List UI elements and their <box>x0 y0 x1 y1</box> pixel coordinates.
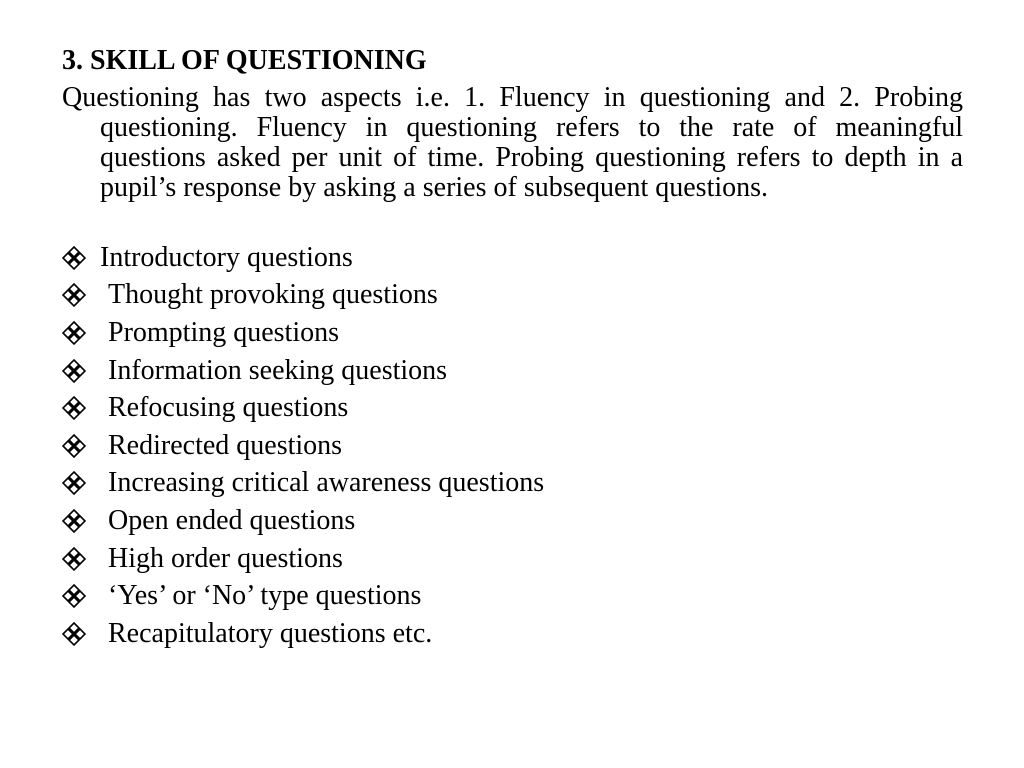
four-diamond-bullet-icon <box>62 359 86 383</box>
four-diamond-bullet-icon <box>62 396 86 420</box>
list-item-text: Thought provoking questions <box>108 279 438 311</box>
list-item <box>62 502 544 540</box>
list-item <box>62 314 544 352</box>
question-types-list <box>62 239 544 653</box>
list-item <box>62 615 544 653</box>
list-item-text: Redirected questions <box>108 429 343 461</box>
list-item <box>62 239 544 277</box>
list-item-text: Introductory questions <box>100 241 353 273</box>
list-item-text: Refocusing questions <box>108 392 349 424</box>
list-item-text: Recapitulatory questions etc. <box>108 617 433 649</box>
list-item <box>62 540 544 578</box>
list-item-text: Open ended questions <box>108 504 356 536</box>
intro-paragraph: Questioning has two aspects i.e. 1. Fluency in questioning and 2. Probing questioning. Fluency in questioning refers to the rate of meaningful questions asked per unit of time. Probing questioning refers to depth in a pupil’s response by asking a series of subsequent questions. <box>62 82 963 203</box>
list-item-text: Prompting questions <box>108 316 340 348</box>
four-diamond-bullet-icon <box>62 471 86 495</box>
list-item <box>62 465 544 503</box>
four-diamond-bullet-icon <box>62 283 86 307</box>
list-item-text: Increasing critical awareness questions <box>108 467 545 499</box>
list-item <box>62 389 544 427</box>
list-item <box>62 352 544 390</box>
list-item <box>62 577 544 615</box>
list-item <box>62 427 544 465</box>
slide-heading: 3. SKILL OF QUESTIONING <box>62 45 427 76</box>
list-item-text: High order questions <box>108 542 343 574</box>
list-item-text: Information seeking questions <box>108 354 448 386</box>
four-diamond-bullet-icon <box>62 584 86 608</box>
four-diamond-bullet-icon <box>62 622 86 646</box>
list-item <box>62 277 544 315</box>
four-diamond-bullet-icon <box>62 547 86 571</box>
four-diamond-bullet-icon <box>62 246 86 270</box>
list-item-text: ‘Yes’ or ‘No’ type questions <box>108 580 422 612</box>
four-diamond-bullet-icon <box>62 321 86 345</box>
four-diamond-bullet-icon <box>62 509 86 533</box>
four-diamond-bullet-icon <box>62 434 86 458</box>
